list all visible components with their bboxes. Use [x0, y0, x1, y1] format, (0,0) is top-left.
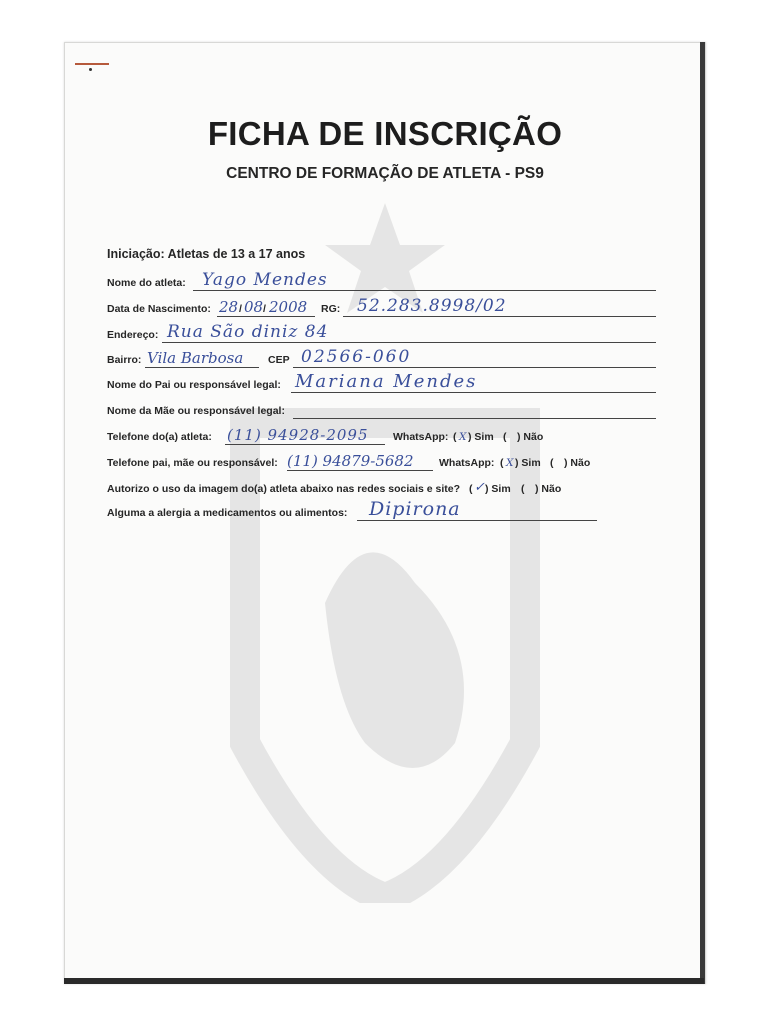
athlete-whatsapp-sim: ) Sim	[468, 431, 494, 443]
paper-edge-bottom	[64, 978, 704, 984]
athlete-whatsapp-sim-mark[interactable]: X	[459, 431, 467, 443]
paper-edge-right	[700, 42, 705, 984]
cep-value[interactable]: 02566-060	[301, 347, 412, 367]
allergy-value[interactable]: Dipirona	[369, 498, 461, 520]
father-label: Nome do Pai ou responsável legal:	[107, 379, 281, 391]
parent-whatsapp-nao-open[interactable]: (	[550, 457, 554, 469]
address-row	[107, 321, 657, 343]
district-line	[145, 367, 259, 368]
parent-whatsapp-label: WhatsApp:	[439, 457, 495, 469]
district-value[interactable]: Vila Barbosa	[147, 349, 244, 367]
parent-whatsapp-nao: ) Não	[564, 457, 591, 469]
parent-phone-value[interactable]: (11) 94879-5682	[287, 452, 414, 470]
birth-sep-2: /	[263, 303, 266, 315]
birth-month-value[interactable]: 08	[244, 298, 264, 316]
athlete-phone-value[interactable]: (11) 94928-2095	[227, 426, 369, 444]
allergy-row	[107, 499, 597, 521]
birth-sep-1: /	[239, 303, 242, 315]
cep-label: CEP	[268, 354, 290, 366]
form-subtitle: CENTRO DE FORMAÇÃO DE ATLETA - PS9	[226, 165, 544, 182]
parent-whatsapp-sim: ) Sim	[515, 457, 541, 469]
athlete-phone-row	[107, 423, 657, 445]
district-cep-row	[107, 346, 657, 368]
address-value[interactable]: Rua São diniz 84	[167, 322, 329, 342]
corner-mark	[75, 63, 109, 65]
form-sheet	[64, 42, 706, 984]
father-line	[291, 392, 656, 393]
image-consent-nao-open[interactable]: (	[521, 483, 525, 495]
allergy-line	[357, 520, 597, 521]
allergy-label: Alguma a alergia a medicamentos ou alimentos:	[107, 507, 348, 519]
athlete-whatsapp-label: WhatsApp:	[393, 431, 449, 443]
image-consent-sim: ) Sim	[485, 483, 511, 495]
athlete-phone-line	[225, 444, 385, 445]
birth-day-value[interactable]: 28	[219, 298, 239, 316]
athlete-whatsapp-nao: ) Não	[517, 431, 544, 443]
cep-line	[293, 367, 656, 368]
image-consent-nao: ) Não	[535, 483, 562, 495]
rg-label: RG:	[321, 303, 341, 315]
athlete-name-value[interactable]: Yago Mendes	[202, 270, 328, 290]
parent-phone-label: Telefone pai, mãe ou responsável:	[107, 457, 278, 469]
rg-line	[343, 316, 656, 317]
mother-row	[107, 397, 657, 419]
birth-year-value[interactable]: 2008	[269, 298, 308, 316]
image-consent-sim-open: (	[469, 483, 473, 495]
age-range-heading: Iniciação: Atletas de 13 a 17 anos	[107, 247, 306, 261]
address-label: Endereço:	[107, 329, 159, 341]
father-row	[107, 371, 657, 393]
parent-whatsapp-sim-open: (	[500, 457, 504, 469]
athlete-name-label: Nome do atleta:	[107, 277, 186, 289]
birth-rg-row	[107, 295, 657, 317]
athlete-name-row	[107, 269, 657, 291]
athlete-phone-label: Telefone do(a) atleta:	[107, 431, 212, 443]
athlete-whatsapp-nao-open[interactable]: (	[503, 431, 507, 443]
parent-whatsapp-sim-mark[interactable]: X	[506, 457, 514, 469]
image-consent-sim-mark[interactable]: ✓	[474, 480, 485, 495]
address-line	[162, 342, 656, 343]
rg-value[interactable]: 52.283.8998/02	[357, 296, 507, 316]
athlete-whatsapp-sim-open: (	[453, 431, 457, 443]
corner-dot	[89, 68, 92, 71]
form-title: FICHA DE INSCRIÇÃO	[207, 115, 563, 152]
athlete-name-line	[193, 290, 656, 291]
parent-phone-line	[287, 470, 433, 471]
mother-label: Nome da Mãe ou responsável legal:	[107, 405, 285, 417]
mother-line	[293, 418, 656, 419]
image-consent-label: Autorizo o uso da imagem do(a) atleta abaixo nas redes sociais e site?	[107, 483, 461, 495]
father-value[interactable]: Mariana Mendes	[295, 371, 478, 392]
parent-phone-row	[107, 449, 657, 471]
image-consent-row	[107, 475, 657, 497]
crest-watermark	[155, 183, 615, 903]
birth-date-label: Data de Nascimento:	[107, 303, 211, 315]
birth-date-line	[217, 316, 315, 317]
district-label: Bairro:	[107, 354, 142, 366]
